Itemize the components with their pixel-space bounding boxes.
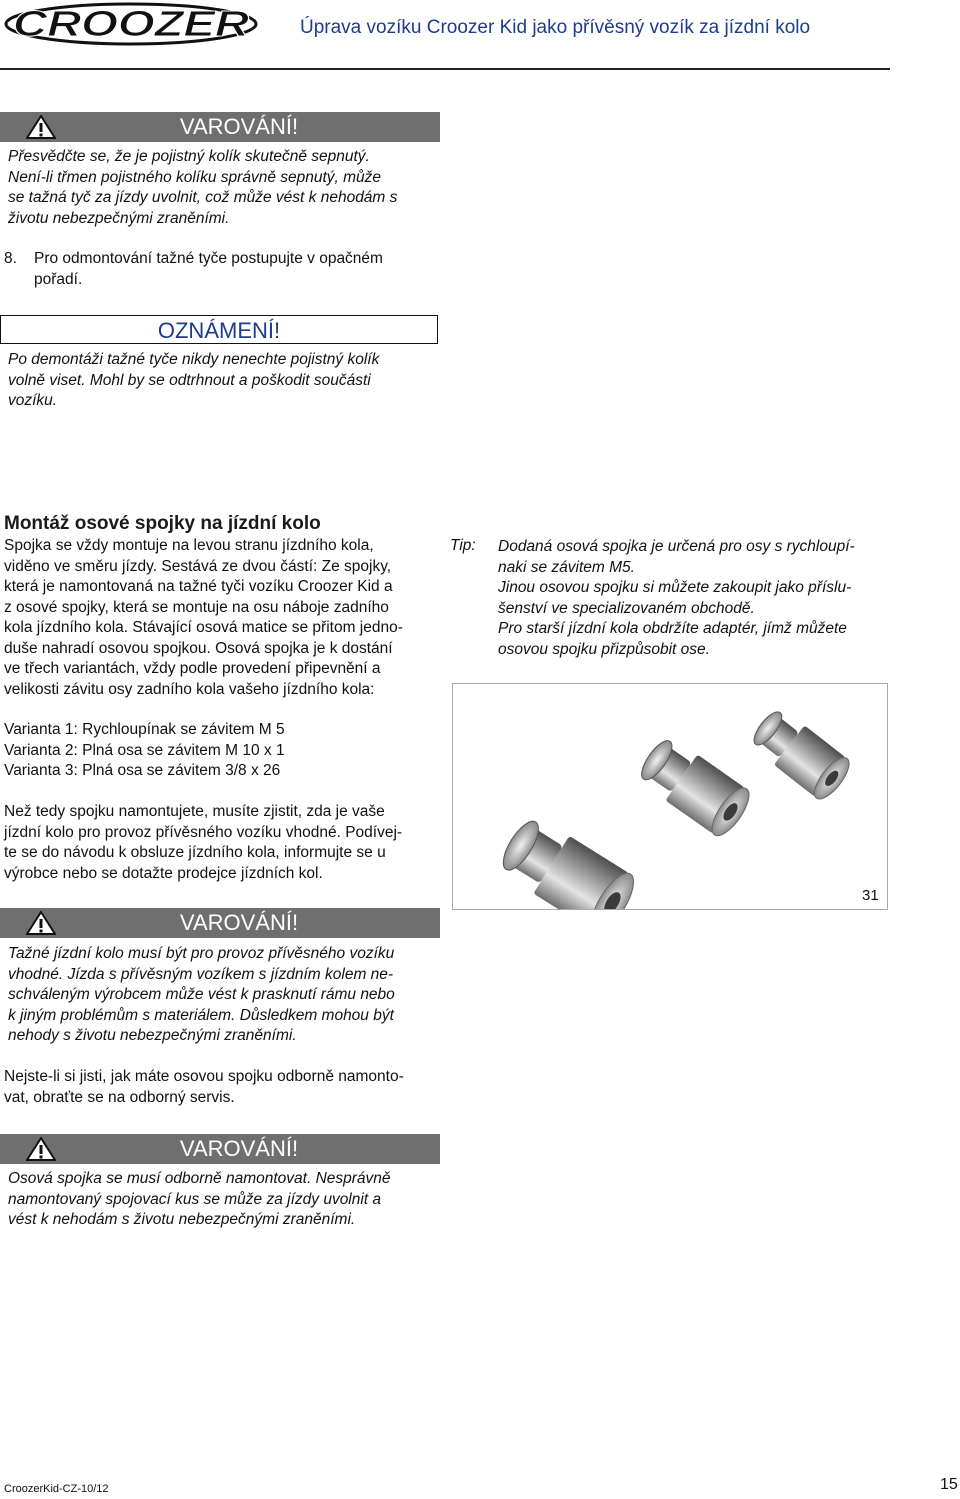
list-item: Varianta 2: Plná osa se závitem M 10 x 1	[4, 741, 285, 759]
section-heading: Montáž osové spojky na jízdní kolo	[4, 513, 321, 534]
figure-number: 31	[862, 887, 879, 904]
warning-banner	[0, 1134, 440, 1164]
tip-text: Dodaná osová spojka je určená pro osy s rychloupí- naki se závitem M5. Jinou osovou spojku si můžete zakoupit jako příslu- šenství ve specializovaném obchodě. Pro starší jízdní kola obdržíte adaptér, jímž můžete osovou spojku přizpůsobit ose.	[498, 538, 855, 658]
warning-text: Tažné jízdní kolo musí být pro provoz přívěsného vozíku vhodné. Jízda s přívěsným vozíkem s jízdním kolem ne- schváleným výrobcem může vést k prasknutí rámu nebo k jiným problémům s materiálem. Důsledkem mohou být nehody s životu nebezpečnými zraněními.	[8, 945, 395, 1044]
service-paragraph: Nejste-li si jisti, jak máte osovou spojku odborně namonto- vat, obraťte se na odborný servis.	[4, 1068, 404, 1106]
step-text: Pro odmontování tažné tyče postupujte v opačném pořadí.	[34, 250, 383, 288]
warning-label: VAROVÁNÍ!	[179, 1136, 299, 1161]
page-title: Úprava vozíku Croozer Kid jako přívěsný vozík za jízdní kolo	[300, 17, 811, 38]
header-divider	[0, 68, 890, 70]
variant-list	[4, 720, 285, 782]
list-item: Varianta 3: Plná osa se závitem 3/8 x 26	[4, 762, 281, 779]
notice-label: OZNÁMENÍ!	[157, 318, 281, 343]
section-intro: Spojka se vždy montuje na levou stranu jízdního kola, viděno ve směru jízdy. Sestává ze dvou částí: Ze spojky, která je namontovaná na tažné tyči vozíku Croozer Kid a z osové spojky, která se montuje na osu náboje zadního kola jízdního kola. Stávající osová matice se přitom jedno- duše nahradí osovou spojkou. Osová spojka je k dostání ve třech variantách, vždy podle provedení připevnění a velikosti závitu osy zadního kola vašeho jízdního kola:	[4, 537, 403, 698]
page-number: 15	[940, 1476, 958, 1493]
croozer-logo	[4, 2, 258, 46]
warning-label: VAROVÁNÍ!	[179, 910, 299, 935]
axle-coupling-photo	[452, 683, 888, 910]
list-item: Varianta 1: Rychloupínak se závitem M 5	[4, 721, 285, 738]
document-code: CroozerKid-CZ-10/12	[4, 1483, 109, 1495]
notice-banner	[0, 315, 438, 344]
check-paragraph: Než tedy spojku namontujete, musíte zjistit, zda je vaše jízdní kolo pro provoz přívěsného vozíku vhodné. Podívej- te se do návodu k obsluze jízdního kola, informujte se u výrobce nebo se dotažte prodejce jízdních kol.	[4, 803, 403, 882]
warning-label: VAROVÁNÍ!	[179, 114, 299, 139]
svg-text:CROOZER: CROOZER	[13, 3, 250, 44]
warning-banner	[0, 112, 440, 142]
tip-label: Tip:	[450, 537, 476, 554]
warning-banner	[0, 908, 440, 938]
warning-text: Přesvědčte se, že je pojistný kolík skutečně sepnutý. Není-li třmen pojistného kolíku správně sepnutý, může se tažná tyč za jízdy uvolnit, což může vést k nehodám s životu nebezpečnými zraněními.	[8, 148, 398, 227]
axle-coupling-illustration	[453, 684, 887, 909]
notice-text: Po demontáži tažné tyče nikdy nenechte pojistný kolík volně viset. Mohl by se odtrhnout a poškodit součásti vozíku.	[8, 351, 380, 409]
step-number: 8.	[4, 250, 17, 267]
warning-text: Osová spojka se musí odborně namontovat. Nesprávně namontovaný spojovací kus se může za jízdy uvolnit a vést k nehodám s životu nebezpečnými zraněními.	[8, 1170, 391, 1228]
